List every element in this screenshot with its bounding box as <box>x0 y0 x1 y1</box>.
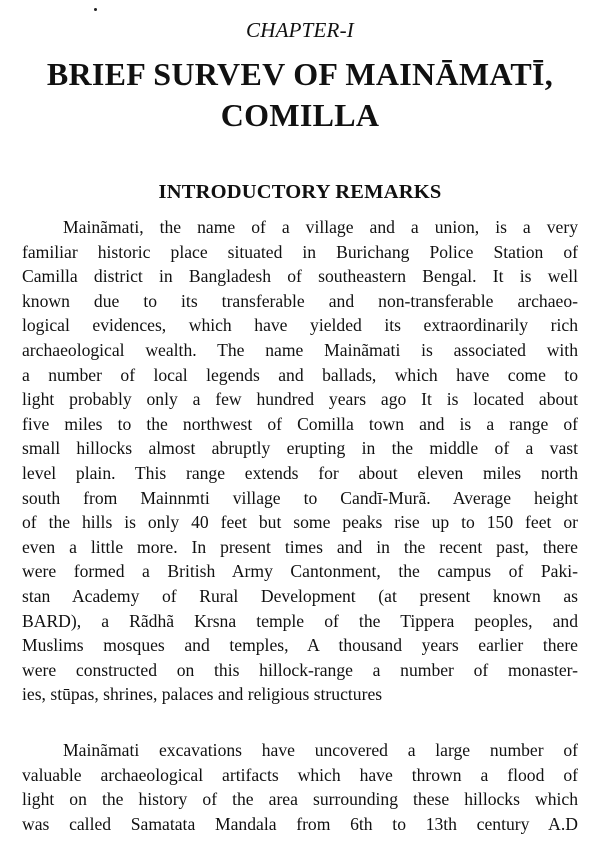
text-line: five miles to the northwest of Comilla town and is a range of <box>22 413 578 434</box>
paragraph-2 <box>22 738 578 836</box>
text-line: archaeological wealth. The name Mainãmati is associated with <box>22 339 578 360</box>
text-line: was called Samatata Mandala from 6th to 13th century A.D <box>22 813 578 834</box>
text-line: a number of local legends and ballads, which have come to <box>22 364 578 385</box>
chapter-title-line: BRIEF SURVEV OF MAINĀMATĪ, <box>46 56 554 92</box>
print-speck <box>94 8 97 11</box>
chapter-label: CHAPTER-I <box>246 18 354 42</box>
text-line: were constructed on this hillock-range a number of monaster- <box>22 659 578 680</box>
chapter-title <box>0 54 600 136</box>
text-line: even a little more. In present times and in the recent past, there <box>22 536 578 557</box>
text-line: Muslims mosques and temples, A thousand years earlier there <box>22 635 578 656</box>
text-line: light on the history of the area surrounding these hillocks which <box>22 789 578 810</box>
text-line: known due to its transferable and non-transferable archaeo- <box>22 290 578 311</box>
text-line: familiar historic place situated in Burichang Police Station of <box>22 241 578 262</box>
chapter-title-line: COMILLA <box>220 97 380 133</box>
text-line: Mainãmati, the name of a village and a union, is a very <box>63 217 578 237</box>
text-line: south from Mainnmti village to Candī-Murã. Average height <box>22 487 578 508</box>
text-line: logical evidences, which have yielded its extraordinarily rich <box>22 315 578 336</box>
text-line: level plain. This range extends for about eleven miles north <box>22 462 578 483</box>
text-line: small hillocks almost abruptly erupting in the middle of a vast <box>22 438 578 459</box>
text-line: stan Academy of Rural Development (at present known as <box>22 585 578 606</box>
text-line: Camilla district in Bangladesh of southeastern Bengal. It is well <box>22 266 578 287</box>
text-line: BARD), a Rãdhã Krsna temple of the Tippera peoples, and <box>22 610 578 631</box>
text-line: of the hills is only 40 feet but some peaks rise up to 150 feet or <box>22 512 578 533</box>
paragraph-1 <box>22 215 578 707</box>
section-heading: INTRODUCTORY REMARKS <box>158 181 442 203</box>
text-line: light probably only a few hundred years ago It is located about <box>22 389 578 410</box>
text-line: ies, stūpas, shrines, palaces and religious structures <box>22 684 383 705</box>
text-line: Mainãmati excavations have uncovered a large number of <box>63 740 578 760</box>
text-line: were formed a British Army Cantonment, the campus of Paki- <box>22 561 578 582</box>
text-line: valuable archaeological artifacts which have thrown a flood of <box>22 764 578 785</box>
